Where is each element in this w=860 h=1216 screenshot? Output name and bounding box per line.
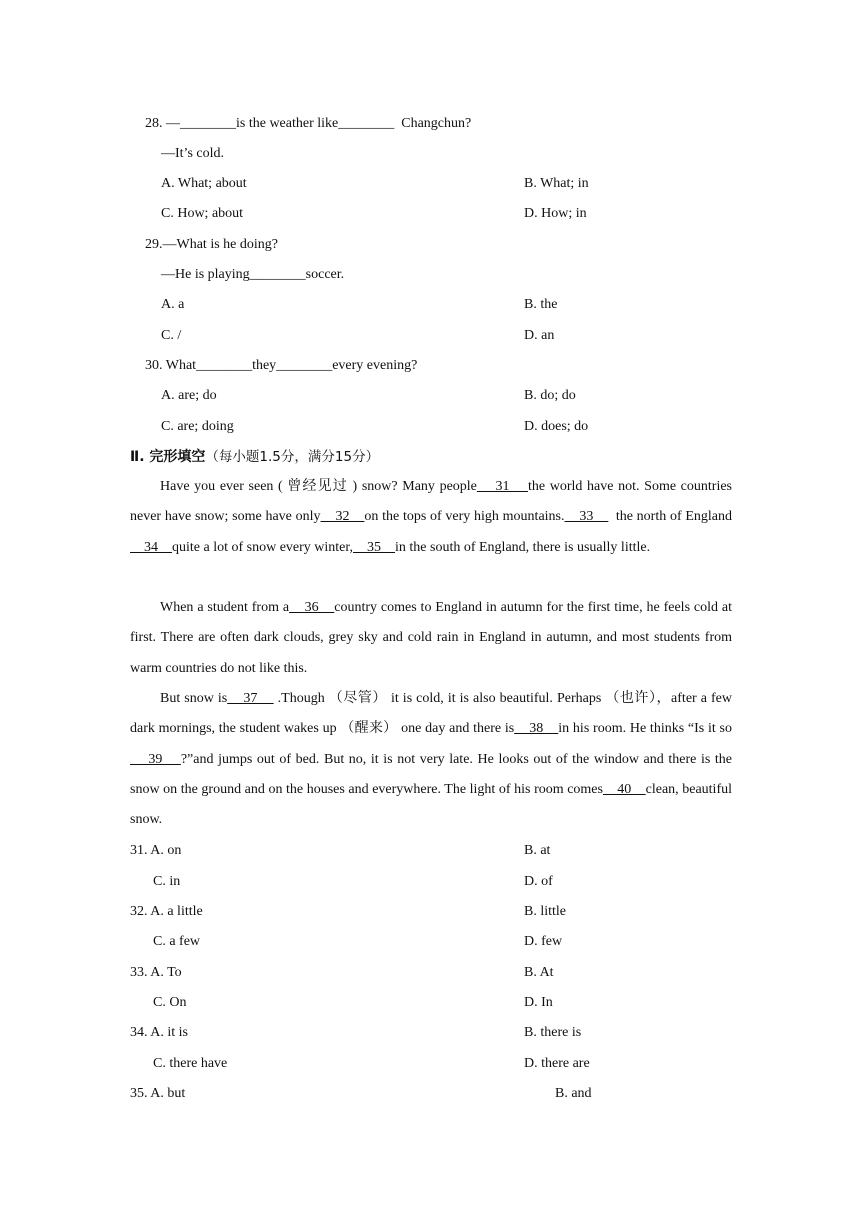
passage-text: the world have not. Some countries never have snow; some have only — [130, 479, 733, 525]
q30-stem-part: every evening? — [332, 358, 418, 373]
q34-option-d: D. there are — [524, 1056, 590, 1071]
q29-option-a: A. a — [161, 297, 185, 312]
q30-stem-part: 30. What — [145, 358, 197, 373]
passage-text: When a student from a — [160, 600, 290, 615]
q31-option-a: 31. A. on — [130, 843, 182, 858]
q29-answer-part: —He is playing — [161, 267, 250, 282]
q28-blank-1: ________ — [180, 116, 236, 131]
q33-option-c: C. On — [153, 995, 187, 1010]
q28-stem-part: is the weather like — [236, 116, 339, 131]
q28-option-a: A. What; about — [161, 176, 247, 191]
q29-answer — [161, 266, 344, 284]
q28-stem-part: Changchun? — [394, 116, 472, 131]
passage-text: .Though （尽管） it is cold, it is also beautiful. Perhaps （也许），after a few dark mornings, the student wakes up （醒来） one day and there is — [130, 691, 732, 737]
cloze-blank-36: 36 — [289, 600, 335, 615]
passage-paragraph-2 — [130, 593, 732, 684]
q30-stem — [145, 357, 417, 375]
q30-option-b: B. do; do — [524, 388, 576, 403]
cloze-blank-38: 38 — [514, 721, 559, 737]
q32-option-c: C. a few — [153, 934, 201, 949]
q30-blank-2: ________ — [276, 358, 333, 373]
q34-option-b: B. there is — [524, 1025, 582, 1040]
q28-blank-2: ________ — [338, 116, 395, 131]
q28-answer: —It’s cold. — [161, 146, 224, 161]
q33-option-d: D. In — [524, 995, 553, 1010]
section-scoring-note: （每小题1.5分，满分15分） — [205, 449, 380, 465]
q28-option-c: C. How; about — [161, 206, 244, 221]
q34-option-a: 34. A. it is — [130, 1025, 188, 1040]
section-heading — [130, 448, 379, 467]
cloze-blank-35: 35 — [353, 539, 396, 555]
passage-text: in his room. He thinks “Is it so — [558, 721, 736, 737]
q31-option-c: C. in — [153, 874, 181, 889]
cloze-blank-37: 37 — [227, 691, 274, 706]
passage-paragraph-1 — [130, 472, 732, 563]
passage-text: country comes to England in autumn for the first time, he feels cold at first. There are often dark clouds, grey sky and cold rain in England in autumn, and most students from warm countries do not like this. — [130, 600, 733, 676]
q28-stem — [145, 115, 471, 133]
q33-option-b: B. At — [524, 965, 554, 980]
passage-text: quite a lot of snow every winter, — [172, 539, 354, 555]
q28-option-b: B. What; in — [524, 176, 589, 191]
q29-blank: ________ — [249, 267, 306, 282]
q30-blank-1: ________ — [196, 358, 253, 373]
q31-option-b: B. at — [524, 843, 551, 858]
passage-text: clean, beautiful snow. — [130, 781, 732, 828]
q29-option-b: B. the — [524, 297, 558, 312]
q35-option-a: 35. A. but — [130, 1086, 186, 1101]
q28-option-d: D. How; in — [524, 206, 587, 221]
q29-option-d: D. an — [524, 328, 555, 343]
passage-text: in the south of England, there is usually little. — [395, 539, 651, 555]
cloze-blank-39: 39 — [130, 751, 181, 767]
passage-text: But snow is — [160, 691, 228, 706]
cloze-blank-40: 40 — [602, 781, 646, 797]
q32-option-b: B. little — [524, 904, 566, 919]
q29-answer-part: soccer. — [305, 267, 345, 282]
q32-option-d: D. few — [524, 934, 563, 949]
q28-stem-part: 28. — — [145, 116, 180, 131]
q30-option-c: C. are; doing — [161, 419, 234, 434]
q29-option-c: C. / — [161, 328, 182, 343]
q29-stem: 29.—What is he doing? — [145, 237, 278, 252]
cloze-blank-31: 31 — [476, 479, 529, 494]
passage-text: on the tops of very high mountains. — [364, 509, 565, 525]
cloze-blank-32: 32 — [320, 509, 365, 525]
passage-text: ?”and jumps out of bed. But no, it is not very late. He looks out of the window and there is the snow on the ground and on the houses and everywhere. The light of his room comes — [130, 751, 733, 797]
passage-text: Have you ever seen ( 曾经见过 ) snow? Many people — [160, 479, 477, 494]
q32-option-a: 32. A. a little — [130, 904, 203, 919]
q30-option-a: A. are; do — [161, 388, 217, 403]
q30-option-d: D. does; do — [524, 419, 589, 434]
q33-option-a: 33. A. To — [130, 965, 182, 980]
q30-stem-part: they — [252, 358, 277, 373]
cloze-blank-33: 33 — [564, 509, 609, 525]
passage-text: the north of England — [608, 509, 733, 525]
section-title: Ⅱ. 完形填空 — [130, 449, 206, 465]
cloze-blank-34: 34 — [130, 539, 172, 555]
passage-paragraph-3 — [130, 684, 736, 835]
q35-option-b: B. and — [555, 1086, 592, 1101]
q34-option-c: C. there have — [153, 1056, 228, 1071]
q31-option-d: D. of — [524, 874, 553, 889]
